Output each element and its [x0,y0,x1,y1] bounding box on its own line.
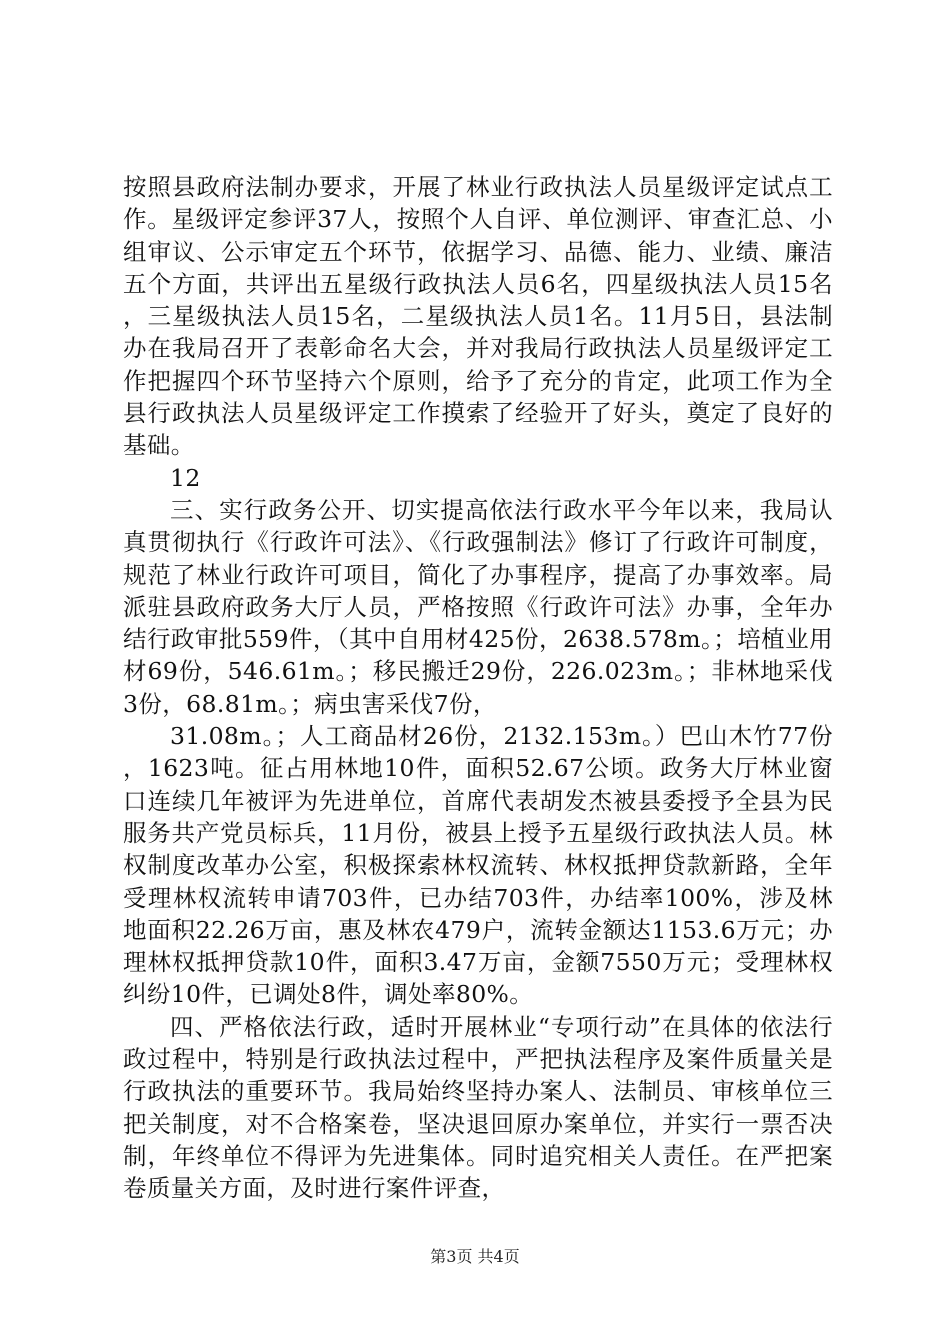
page-footer: 第3页 共4页 [430,1247,520,1266]
paragraph-4: 31.08m。；人工商品材26份，2132.153m。）巴山木竹77份，1623吨。征占用林地10件，面积52.67公顷。政务大厅林业窗口连续几年被评为先进单位，首席代表胡发杰被县委授予全县为民服务共产党员标兵，11月份，被县上授予五星级行政执法人员。林权制度改革办公室，积极探索林权流转、林权抵押贷款新路，全年受理林权流转申请703件，已办结703件，办结率100%，涉及林地面积22.26万亩，惠及林农479户，流转金额达1153.6万元；办理林权抵押贷款10件，面积3.47万亩，金额7550万元；受理林权纠纷10件，已调处8件，调处率80%。 [123,722,833,1009]
paragraph-5: 四、严格依法行政，适时开展林业“专项行动”在具体的依法行政过程中，特别是行政执法过程中，严把执法程序及案件质量关是行政执法的重要环节。我局始终坚持办案人、法制员、审核单位三把关制度，对不合格案卷，坚决退回原办案单位，并实行一票否决制，年终单位不得评为先进集体。同时追究相关人责任。在严把案卷质量关方面，及时进行案件评查， [123,1012,833,1203]
document-body [123,171,833,1205]
paragraph-1: 按照县政府法制办要求，开展了林业行政执法人员星级评定试点工作。星级评定参评37人，按照个人自评、单位测评、审查汇总、小组审议、公示审定五个环节，依据学习、品德、能力、业绩、廉洁五个方面，共评出五星级行政执法人员6名，四星级执法人员15名，三星级执法人员15名，二星级执法人员1名。11月5日，县法制办在我局召开了表彰命名大会，并对我局行政执法人员星级评定工作把握四个环节坚持六个原则，给予了充分的肯定，此项工作为全县行政执法人员星级评定工作摸索了经验开了好头，奠定了良好的基础。 [123,173,833,460]
paragraph-2: 12 [170,463,201,492]
paragraph-3: 三、实行政务公开、切实提高依法行政水平今年以来，我局认真贯彻执行《行政许可法》、《行政强制法》修订了行政许可制度，规范了林业行政许可项目，简化了办事程序，提高了办事效率。局派驻县政府政务大厅人员，严格按照《行政许可法》办事，全年办结行政审批559件，（其中自用材425份，2638.578m。；培植业用材69份，546.61m。；移民搬迁29份，226.023m。；非林地采伐3份，68.81m。；病虫害采伐7份， [123,495,833,718]
